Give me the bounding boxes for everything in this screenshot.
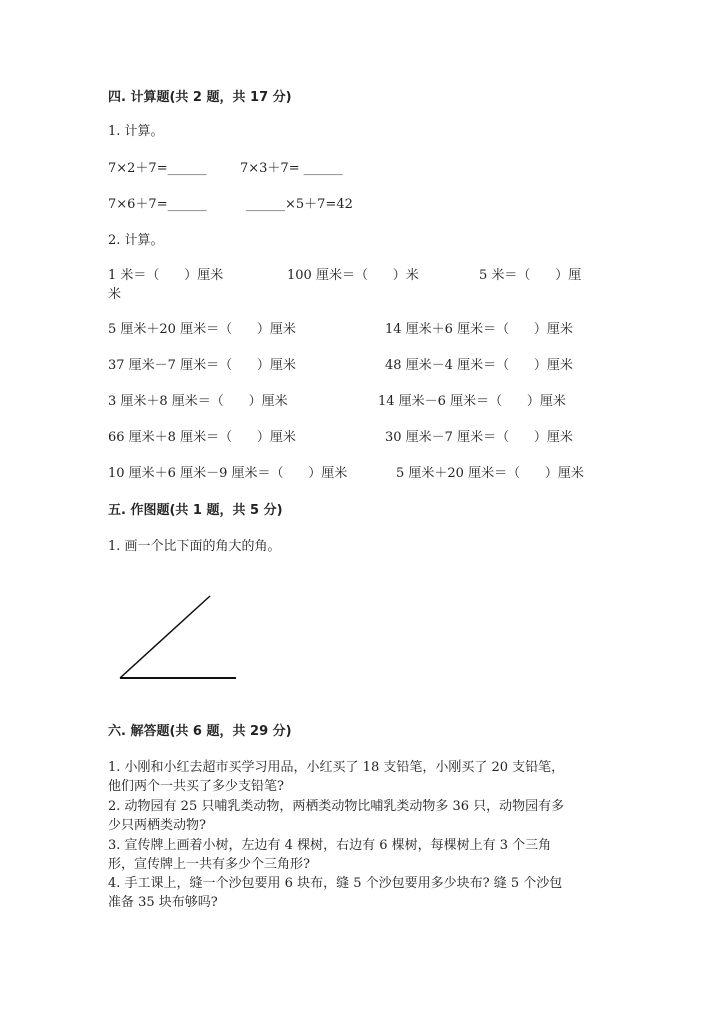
unit-item: 10 厘米＋6 厘米－9 厘米＝（ ）厘米 <box>108 466 348 481</box>
unit-item: 1 米＝（ ）厘米 <box>108 268 224 283</box>
unit-item-wrap: 米 <box>108 287 122 302</box>
unit-item: 37 厘米－7 厘米＝（ ）厘米 <box>108 358 296 373</box>
problem-line: 形，宣传牌上一共有多少个三角形? <box>108 857 310 872</box>
problem-line: 4. 手工课上，缝一个沙包要用 6 块布，缝 5 个沙包要用多少块布? 缝 5 个沙包 <box>108 876 563 891</box>
section-4-heading: 四. 计算题(共 2 题，共 17 分) <box>108 90 292 105</box>
unit-item: 5 厘米＋20 厘米＝（ ）厘米 <box>108 322 296 337</box>
angle-upper-ray <box>120 596 210 678</box>
unit-item: 30 厘米－7 厘米＝（ ）厘米 <box>385 430 573 445</box>
drawing-question: 1. 画一个比下面的角大的角。 <box>108 539 281 554</box>
unit-item: 3 厘米＋8 厘米＝（ ）厘米 <box>108 394 288 409</box>
problem-line: 1. 小刚和小红去超市买学习用品，小红买了 18 支铅笔，小刚买了 20 支铅笔， <box>108 760 565 775</box>
problem-line: 准备 35 块布够吗? <box>108 895 218 910</box>
unit-item: 14 厘米－6 厘米＝（ ）厘米 <box>378 394 566 409</box>
calc-item: 7×2＋7=______ <box>108 161 207 176</box>
unit-item: 5 厘米＋20 厘米＝（ ）厘米 <box>396 466 584 481</box>
unit-item: 48 厘米－4 厘米＝（ ）厘米 <box>385 358 573 373</box>
section-6-heading: 六. 解答题(共 6 题，共 29 分) <box>108 724 292 739</box>
calc-item: 7×6＋7=______ <box>108 197 207 212</box>
q2-title: 2. 计算。 <box>108 233 164 248</box>
unit-item: 100 厘米＝（ ）米 <box>287 268 419 283</box>
calc-item: 7×3＋7= ______ <box>240 161 343 176</box>
section-5-heading: 五. 作图题(共 1 题，共 5 分) <box>108 503 283 518</box>
problem-line: 3. 宣传牌上画着小树，左边有 4 棵树，右边有 6 棵树，每棵树上有 3 个三角 <box>108 838 552 853</box>
calc-item: ______×5＋7=42 <box>246 197 353 212</box>
unit-item: 5 米＝（ ）厘 <box>479 268 582 283</box>
problem-line: 他们两个一共买了多少支铅笔? <box>108 779 284 794</box>
problem-line: 2. 动物园有 25 只哺乳类动物，两栖类动物比哺乳类动物多 36 只，动物园有多 <box>108 799 565 814</box>
unit-item: 14 厘米＋6 厘米＝（ ）厘米 <box>385 322 573 337</box>
q1-title: 1. 计算。 <box>108 124 164 139</box>
problem-line: 少只两栖类动物? <box>108 818 206 833</box>
unit-item: 66 厘米＋8 厘米＝（ ）厘米 <box>108 430 296 445</box>
